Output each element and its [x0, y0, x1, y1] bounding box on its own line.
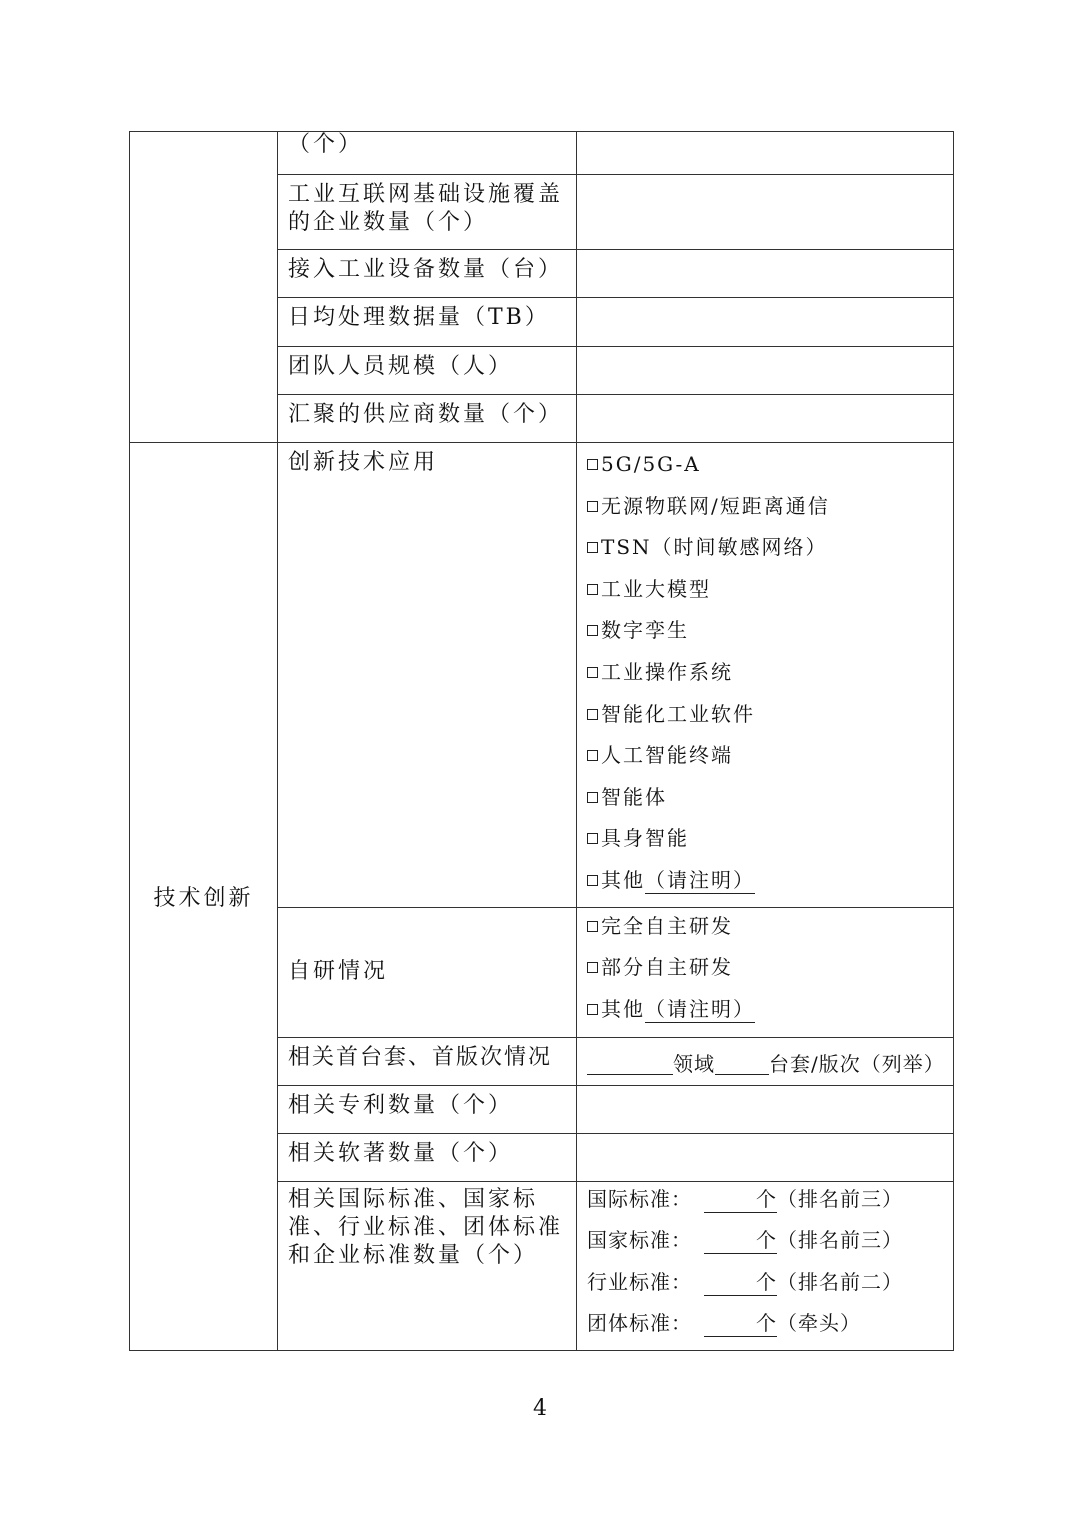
value-cell[interactable] — [577, 298, 954, 347]
value-cell[interactable] — [577, 347, 954, 395]
checkbox-icon[interactable] — [587, 709, 598, 720]
group-count-field[interactable]: 个 — [704, 1310, 777, 1337]
first-set-row — [577, 1038, 953, 1077]
checkbox-icon[interactable] — [587, 833, 598, 844]
industry-count-field[interactable]: 个 — [704, 1269, 777, 1296]
option-industrial-os[interactable]: 工业操作系统 — [587, 657, 943, 699]
checkbox-icon[interactable] — [587, 875, 598, 886]
software-value-cell[interactable] — [577, 1133, 954, 1181]
option-agent[interactable]: 智能体 — [587, 782, 943, 824]
innovation-label: 创新技术应用 — [288, 450, 439, 475]
category-tech-innovation: 技术创新 — [153, 885, 254, 911]
row-label-suppliers: 汇聚的供应商数量（个） — [288, 402, 564, 427]
innovation-options — [577, 443, 953, 907]
value-cell[interactable] — [577, 132, 954, 175]
checkbox-icon[interactable] — [587, 667, 598, 678]
selfdev-other-note-field[interactable]: （请注明） — [645, 996, 755, 1021]
checkbox-icon[interactable] — [587, 584, 598, 595]
option-digital-twin[interactable]: 数字孪生 — [587, 615, 943, 657]
patents-label: 相关专利数量（个） — [288, 1092, 514, 1118]
row-label-daily-data: 日均处理数据量（TB） — [288, 305, 550, 330]
first-set-label: 相关首台套、首版次情况 — [288, 1044, 553, 1070]
category-cell-empty — [130, 132, 278, 443]
standard-row-industry: 行业标准： 个（排名前二） — [587, 1269, 903, 1294]
count-blank-field[interactable] — [715, 1052, 769, 1075]
page-number: 4 — [533, 1396, 547, 1421]
table-row — [130, 132, 954, 175]
checkbox-icon[interactable] — [587, 750, 598, 761]
national-count-field[interactable]: 个 — [704, 1227, 777, 1254]
row-label-team-size: 团队人员规模（人） — [288, 354, 514, 379]
checkbox-icon[interactable] — [587, 459, 598, 470]
value-cell[interactable] — [577, 250, 954, 298]
application-form-table — [129, 131, 954, 1351]
option-fully-self-developed[interactable]: 完全自主研发 — [587, 911, 943, 953]
option-industrial-software[interactable]: 智能化工业软件 — [587, 699, 943, 741]
value-cell[interactable] — [577, 175, 954, 250]
software-copyright-label: 相关软著数量（个） — [288, 1140, 514, 1166]
option-passive-iot[interactable]: 无源物联网/短距离通信 — [587, 491, 943, 533]
standards-label: 相关国际标准、国家标准、行业标准、团体标准和企业标准数量（个） — [288, 1186, 564, 1268]
checkbox-icon[interactable] — [587, 962, 598, 973]
standard-row-international: 国际标准： 个（排名前三） — [587, 1186, 903, 1211]
patents-value-cell[interactable] — [577, 1085, 954, 1133]
selfdev-label: 自研情况 — [288, 959, 389, 985]
checkbox-icon[interactable] — [587, 1004, 598, 1015]
option-5g[interactable]: 5G/5G-A — [587, 449, 943, 491]
international-count-field[interactable]: 个 — [704, 1186, 777, 1213]
domain-blank-field[interactable] — [587, 1052, 673, 1075]
checkbox-icon[interactable] — [587, 501, 598, 512]
option-ai-terminal[interactable]: 人工智能终端 — [587, 740, 943, 782]
domain-text: 领域 — [673, 1051, 715, 1076]
row-label-continued: （个） — [288, 132, 364, 157]
first-set-suffix: 台套/版次（列举） — [769, 1051, 945, 1076]
value-cell[interactable] — [577, 395, 954, 443]
row-label-covered-enterprises: 工业互联网基础设施覆盖的企业数量（个） — [288, 182, 564, 235]
standards-list — [577, 1182, 953, 1350]
row-label-connected-devices: 接入工业设备数量（台） — [288, 257, 564, 282]
checkbox-icon[interactable] — [587, 625, 598, 636]
selfdev-options — [577, 908, 953, 1036]
option-tsn[interactable]: TSN（时间敏感网络） — [587, 532, 943, 574]
checkbox-icon[interactable] — [587, 542, 598, 553]
option-embodied-ai[interactable]: 具身智能 — [587, 823, 943, 865]
standard-row-national: 国家标准： 个（排名前三） — [587, 1228, 903, 1253]
option-industrial-llm[interactable]: 工业大模型 — [587, 574, 943, 616]
checkbox-icon[interactable] — [587, 921, 598, 932]
checkbox-icon[interactable] — [587, 792, 598, 803]
other-note-field[interactable]: （请注明） — [645, 867, 755, 892]
standard-row-group: 团体标准： 个（牵头） — [587, 1311, 861, 1336]
option-partially-self-developed[interactable]: 部分自主研发 — [587, 952, 943, 994]
table-row — [130, 443, 954, 908]
option-selfdev-other[interactable]: 其他（请注明） — [587, 994, 943, 1036]
option-other[interactable]: 其他（请注明） — [587, 865, 943, 907]
